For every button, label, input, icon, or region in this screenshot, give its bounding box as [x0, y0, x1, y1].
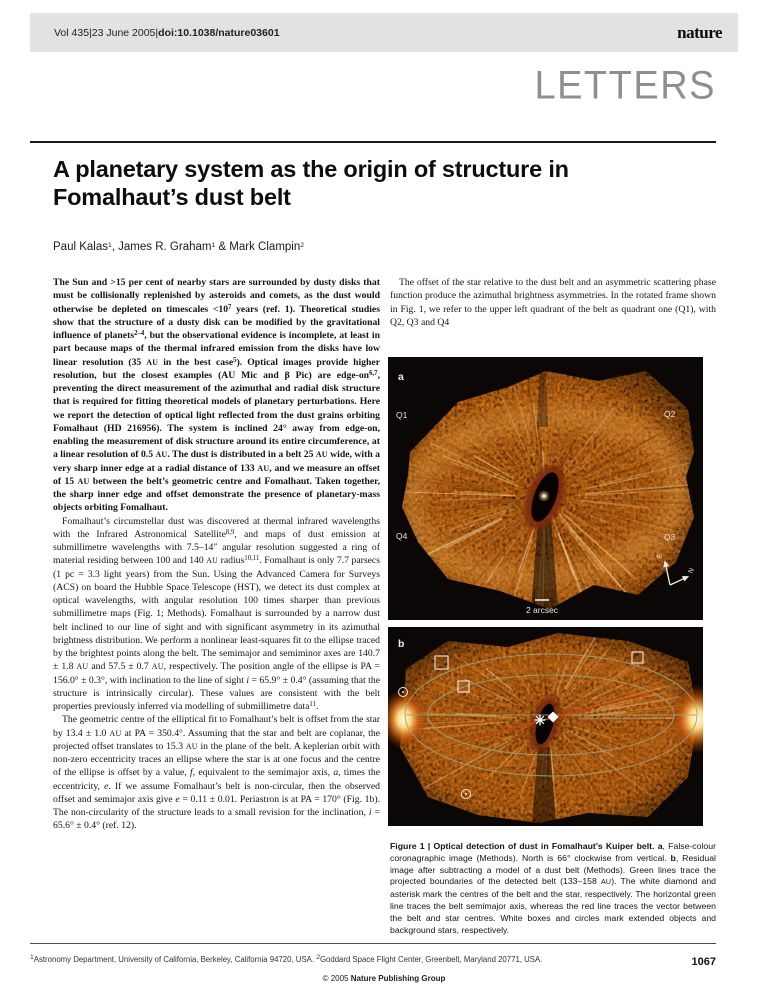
header-bar [30, 13, 738, 52]
body-paragraph-3: The geometric centre of the elliptical fit to Fomalhaut’s belt is offset from the star by 13.4 ± 1.0 AU at PA = 350.4°. Assuming that the star and belt are coplanar, the projected offset translates to 15.3 AU in the plane of the belt. A keplerian orbit with non-zero eccentricity traces an ellipse where the star is at one focus and the centre of the ellipse is offset by a value, f, equivalent to the semimajor axis, a, times the eccentricity, e. If we assume Fomalhaut’s belt is non-circular, then the observed offset and semimajor axis give e = 0.11 ± 0.01. Periastron is at PA = 170° (Fig. 1b). The non-circularity of the structure leads to a small revision for the inclination, i = 65.6° ± 0.4° (ref. 12). [53, 714, 381, 832]
copyright-line [0, 974, 768, 983]
figure-panel-a-coronagraphic-image [388, 357, 703, 620]
compass-east-label: E [655, 552, 665, 560]
publisher-name: Nature Publishing Group [350, 974, 446, 983]
doi-text: doi:10.1038/nature03601 [158, 26, 280, 39]
section-heading: LETTERS [534, 64, 716, 108]
panel-a-label: a [398, 371, 404, 383]
panel-b-label: b [398, 638, 405, 650]
volume-doi-line [54, 27, 280, 39]
left-column [53, 276, 380, 833]
authors-line: Paul Kalas$^1$, James R. Graham$^1$ & Mark Clampin$^2$ [53, 240, 305, 253]
figure-caption: Figure 1 | Optical detection of dust in Fomalhaut’s Kuiper belt. a, False-colour coronagraphic image (Methods). North is 66° clockwise from vertical. b, Residual image after subtracting a model of a dust belt (Methods). Green lines trace the projected boundaries of the detected belt (133–158 AU). The white diamond and asterisk mark the centres of the belt and the star, respectively. The horizontal green line traces the belt semimajor axis, whereas the red line traces the vector between the belt and star centres. White boxes and circles mark extended objects and background stars, respectively. [390, 840, 716, 936]
body-paragraph-2: Fomalhaut’s circumstellar dust was discovered at thermal infrared wavelengths with the Infrared Astronomical Satellite$^{8,9}$, and maps of dust emission at submillimetre wavelengths with 7.5–14″ angular resolution suggested a ring of material residing between 100 and 140 AU radius$^{10,11}$. Fomalhaut is only 7.7 parsecs (1 pc = 3.3 light years) from the Sun. Using the Advanced Camera for Surveys (ACS) on board the Hubble Space Telescope (HST), we detect its dust complex at optical wavelengths, with angular resolution 100 times sharper than previous submillimetre maps (Fig. 1; Methods). Fomalhaut is surrounded by a narrow dust belt inclined to our line of sight and with significant asymmetry in its azimuthal brightness distribution. We perform a nonlinear least-squares fit to the ellipse traced by the brightest points along the belt. The semimajor and semiminor axes are 140.7 ± 1.8 AU and 57.5 ± 0.7 AU, respectively. The position angle of the ellipse is PA = 156.0° ± 0.3°, with inclination to the line of sight i = 65.9° ± 0.4° (assuming that the structure is intrinsically circular). These values are consistent with the belt properties previously inferred via modelling of submillimetre data$^{11}$. [53, 515, 380, 712]
figure-panel-b-residual-image [388, 627, 703, 826]
nature-logo: nature [677, 22, 722, 42]
body-paragraph-right: The offset of the star relative to the dust belt and an asymmetric scattering phase function produce the azimuthal brightness asymmetries. In the rotated frame shown in Fig. 1, we refer to the upper left quadrant of the belt as quadrant one (Q1), with Q2, Q3 and Q4 [390, 277, 716, 328]
quadrant-q1-label: Q1 [396, 410, 408, 420]
copyright-year: © 2005 [322, 974, 351, 983]
page-number: 1067 [691, 956, 716, 968]
compass-north-label: N [687, 567, 696, 575]
abstract-paragraph: The Sun and >15 per cent of nearby stars are surrounded by dusty disks that must be collisionally replenished by asteroids and comets, as the dust would otherwise be depleted on timescales $<10^7$ years (ref. 1). Theoretical studies show that the structure of a dusty disk can be modified by the gravitational influence of planets$^{2-4}$, but the observational evidence is incomplete, at least in part because maps of the thermal infrared emission from the disks have low linear resolution (35 AU in the best case$^5$). Optical images provide higher resolution, but the closest examples (AU Mic and β Pic) are edge-on$^{6,7}$, preventing the direct measurement of the azimuthal and radial disk structure that is required for fitting theoretical models of planetary perturbations. Here we report the detection of optical light reflected from the dust grains orbiting Fomalhaut (HD 216956). The system is inclined 24° away from edge-on, enabling the measurement of disk structure around its entire circumference, at a linear resolution of 0.5 AU. The dust is distributed in a belt 25 AU wide, with a very sharp inner edge at a radial distance of 133 AU, and we measure an offset of 15 AU between the belt’s geometric centre and Fomalhaut. Taken together, the sharp inner edge and offset demonstrate the presence of planetary-mass objects orbiting Fomalhaut. [53, 277, 381, 514]
title-rule [30, 141, 716, 143]
scale-bar-label: 2 arcsec [525, 605, 559, 615]
quadrant-q4-label: Q4 [396, 531, 408, 541]
article-title [53, 156, 693, 211]
title-line-2: Fomalhaut’s dust belt [53, 183, 291, 210]
title-line-1: A planetary system as the origin of structure in [53, 156, 569, 182]
volume-date: Vol 435|23 June 2005| [54, 26, 159, 39]
quadrant-q2-label: Q2 [664, 409, 676, 419]
footnote-rule [30, 943, 716, 944]
quadrant-q3-label: Q3 [664, 532, 676, 542]
affiliations-footnote: $^1$Astronomy Department, University of California, Berkeley, California 94720, USA. $^2$Goddard Space Flight Center, Greenbelt, Maryland 20771, USA. [30, 953, 543, 964]
fomalhaut-star-dot [542, 494, 546, 498]
right-column [390, 276, 716, 329]
